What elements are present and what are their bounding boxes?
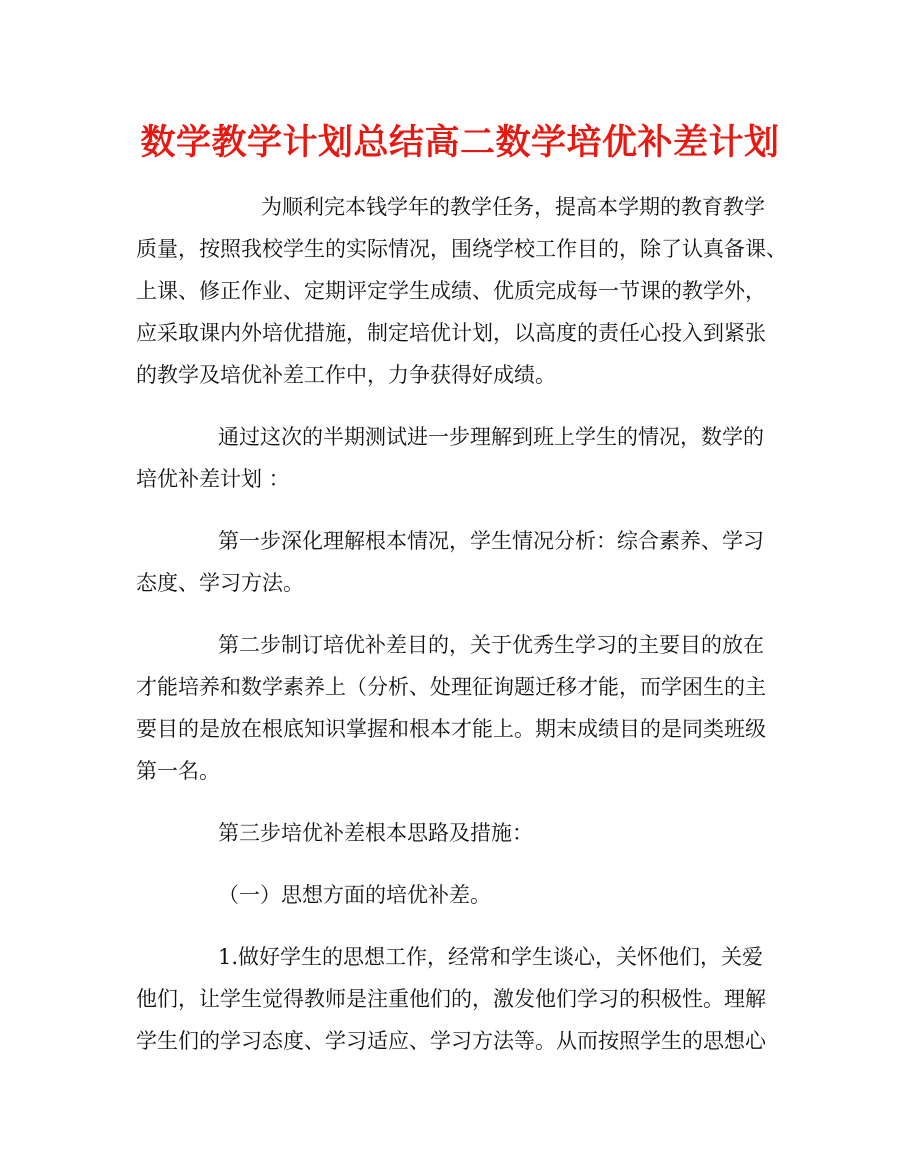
text-line-11: 才能培养和数学素养上（分析、处理征询题迁移才能，而学困生的主 bbox=[136, 675, 766, 699]
text-line-13: 第一名。 bbox=[136, 759, 220, 783]
text-line-9: 态度、学习方法。 bbox=[136, 571, 304, 595]
text-line-4: 应采取课内外培优措施，制定培优计划，以高度的责任心投入到紧张 bbox=[136, 321, 766, 345]
text-line-3: 上课、修正作业、定期评定学生成绩、优质完成每一节课的教学外， bbox=[136, 279, 766, 303]
text-line-2: 质量，按照我校学生的实际情况，围绕学校工作目的，除了认真备课、 bbox=[136, 237, 787, 261]
document-title: 数学教学计划总结高二数学培优补差计划 bbox=[140, 122, 780, 163]
text-line-16: 1.做好学生的思想工作，经常和学生谈心，关怀他们，关爱 bbox=[218, 945, 764, 969]
text-line-5: 的教学及培优补差工作中，力争获得好成绩。 bbox=[136, 363, 556, 387]
text-line-7: 培优补差计划 ： bbox=[136, 467, 290, 491]
text-line-10: 第二步制订培优补差目的，关于优秀生学习的主要目的放在 bbox=[218, 633, 764, 657]
text-line-17: 他们，让学生觉得教师是注重他们的，激发他们学习的积极性。理解 bbox=[136, 987, 766, 1011]
document-body bbox=[136, 186, 787, 1062]
text-line-15: （一）思想方面的培优补差。 bbox=[218, 883, 491, 907]
text-line-12: 要目的是放在根底知识掌握和根本才能上。期末成绩目的是同类班级 bbox=[136, 717, 766, 741]
text-line-1: 为顺利完本钱学年的教学任务，提高本学期的教育教学 bbox=[261, 195, 765, 219]
text-line-6: 通过这次的半期测试进一步理解到班上学生的情况，数学的 bbox=[218, 425, 764, 449]
text-line-8: 第一步深化理解根本情况，学生情况分析：综合素养、学习 bbox=[218, 529, 764, 553]
text-line-18: 学生们的学习态度、学习适应、学习方法等。从而按照学生的思想心 bbox=[136, 1029, 766, 1053]
text-line-14: 第三步培优补差根本思路及措施： bbox=[218, 821, 533, 845]
